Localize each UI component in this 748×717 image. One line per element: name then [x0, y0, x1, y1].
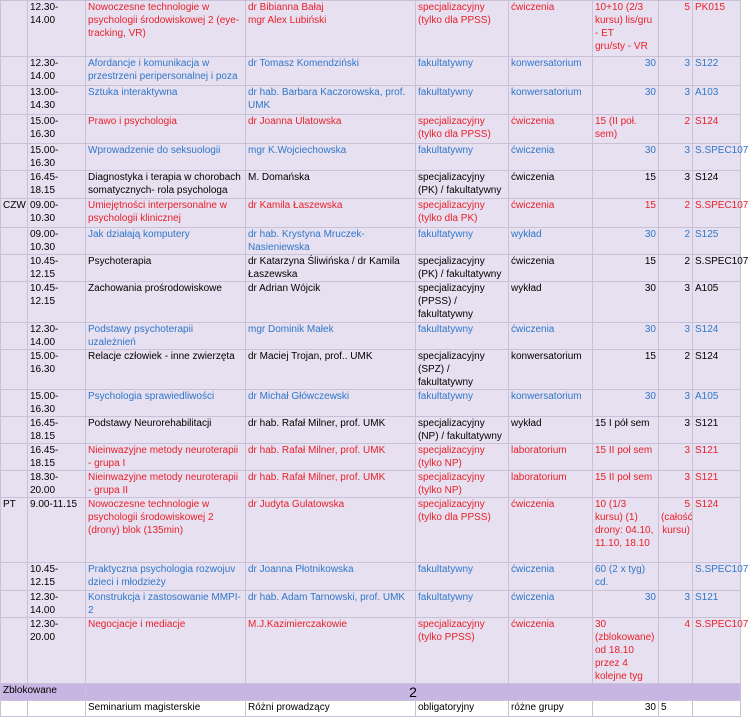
subject-cell: Psychologia sprawiedliwości	[86, 390, 246, 417]
day-cell	[1, 86, 28, 115]
hours-cell: 30	[593, 591, 659, 618]
teacher-cell: dr Bibianna Bałaj mgr Alex Lubiński	[246, 1, 416, 57]
schedule-row	[1, 144, 741, 171]
subject-cell: Nowoczesne technologie w psychologii środowiskowej 2 (drony) blok (135min)	[86, 498, 246, 563]
day-cell	[1, 350, 28, 390]
subject-cell: Podstawy Neurorehabilitacji	[86, 417, 246, 444]
ects-cell: 5	[659, 701, 693, 717]
hours-cell: 30	[593, 701, 659, 717]
subject-cell: Wprowadzenie do seksuologii	[86, 144, 246, 171]
form-cell: ćwiczenia	[509, 1, 593, 57]
hours-cell: 30 (zblokowane) od 18.10 przez 4 kolejne tyg	[593, 618, 659, 684]
schedule-row	[1, 591, 741, 618]
type-cell: specjalizacyjny (NP) / fakultatywny	[416, 417, 509, 444]
day-cell	[1, 282, 28, 323]
day-cell	[1, 563, 28, 591]
form-cell: konwersatorium	[509, 350, 593, 390]
room-cell: S124	[693, 115, 741, 144]
hours-cell: 15 II poł sem	[593, 471, 659, 498]
room-cell: S124	[693, 350, 741, 390]
time-cell: 13.00-14.30	[28, 86, 86, 115]
day-cell	[1, 390, 28, 417]
room-cell: PK015	[693, 1, 741, 57]
schedule-row	[1, 115, 741, 144]
ects-cell: 2	[659, 115, 693, 144]
day-cell	[1, 471, 28, 498]
time-cell: 16.45-18.15	[28, 417, 86, 444]
hours-cell: 10+10 (2/3 kursu) lis/gru - ET gru/sty - VR	[593, 1, 659, 57]
form-cell: laboratorium	[509, 471, 593, 498]
subject-cell: Prawo i psychologia	[86, 115, 246, 144]
day-cell	[1, 115, 28, 144]
teacher-cell: dr hab. Rafał Milner, prof. UMK	[246, 471, 416, 498]
ects-cell: 2	[659, 350, 693, 390]
ects-cell: 3	[659, 144, 693, 171]
ects-cell: 3	[659, 86, 693, 115]
day-cell	[1, 144, 28, 171]
teacher-cell: dr hab. Krystyna Mruczek-Nasieniewska	[246, 228, 416, 255]
teacher-cell: dr Katarzyna Śliwińska / dr Kamila Łaszewska	[246, 255, 416, 282]
hours-cell: 30	[593, 144, 659, 171]
ects-cell: 3	[659, 591, 693, 618]
type-cell: fakultatywny	[416, 57, 509, 86]
room-cell: S121	[693, 471, 741, 498]
day-cell	[1, 417, 28, 444]
ects-cell: 3	[659, 390, 693, 417]
time-cell: 10.45-12.15	[28, 563, 86, 591]
subject-cell: Psychoterapia	[86, 255, 246, 282]
schedule-row	[1, 618, 741, 684]
type-cell: specjalizacyjny (tylko NP)	[416, 471, 509, 498]
hours-cell: 30	[593, 282, 659, 323]
form-cell: laboratorium	[509, 444, 593, 471]
form-cell: ćwiczenia	[509, 563, 593, 591]
hours-cell: 30	[593, 323, 659, 350]
day-cell	[1, 1, 28, 57]
type-cell: specjalizacyjny (tylko dla PPSS)	[416, 1, 509, 57]
type-cell: fakultatywny	[416, 563, 509, 591]
schedule-row	[1, 86, 741, 115]
subject-cell: Sztuka interaktywna	[86, 86, 246, 115]
teacher-cell: M.J.Kazimierczakowie	[246, 618, 416, 684]
form-cell: ćwiczenia	[509, 255, 593, 282]
blocked-row	[1, 684, 741, 701]
ects-cell: 3	[659, 57, 693, 86]
teacher-cell: mgr Dominik Małek	[246, 323, 416, 350]
hours-cell: 15 (II poł. sem)	[593, 115, 659, 144]
form-cell: wykład	[509, 228, 593, 255]
time-cell	[28, 701, 86, 717]
form-cell: ćwiczenia	[509, 498, 593, 563]
type-cell: fakultatywny	[416, 86, 509, 115]
teacher-cell: dr Joanna Ulatowska	[246, 115, 416, 144]
schedule-row	[1, 199, 741, 228]
teacher-cell: dr Kamila Łaszewska	[246, 199, 416, 228]
teacher-cell: dr Adrian Wójcik	[246, 282, 416, 323]
day-cell	[1, 323, 28, 350]
day-cell: CZW	[1, 199, 28, 228]
teacher-cell: dr Michał Główczewski	[246, 390, 416, 417]
ects-cell: 3	[659, 417, 693, 444]
schedule-row	[1, 350, 741, 390]
time-cell: 16.45-18.15	[28, 444, 86, 471]
day-cell	[1, 701, 28, 717]
form-cell: wykład	[509, 282, 593, 323]
form-cell: konwersatorium	[509, 390, 593, 417]
time-cell: 12.30-14.00	[28, 323, 86, 350]
time-cell: 15.00-16.30	[28, 144, 86, 171]
schedule-row	[1, 228, 741, 255]
day-cell: PT	[1, 498, 28, 563]
day-cell	[1, 57, 28, 86]
time-cell: 09.00-10.30	[28, 228, 86, 255]
ects-cell: 3	[659, 282, 693, 323]
form-cell: konwersatorium	[509, 57, 593, 86]
type-cell: fakultatywny	[416, 390, 509, 417]
hours-cell: 15	[593, 199, 659, 228]
type-cell: specjalizacyjny (tylko dla PPSS)	[416, 115, 509, 144]
room-cell: S.SPEC107	[693, 563, 741, 591]
type-cell: specjalizacyjny (tylko PPSS)	[416, 618, 509, 684]
teacher-cell: dr Tomasz Komendziński	[246, 57, 416, 86]
hours-cell: 30	[593, 390, 659, 417]
teacher-cell: dr Judyta Gulatowska	[246, 498, 416, 563]
room-cell: S121	[693, 417, 741, 444]
subject-cell: Nieinwazyjne metody neuroterapii - grupa I	[86, 444, 246, 471]
subject-cell: Zachowania prośrodowiskowe	[86, 282, 246, 323]
ects-cell: 2	[659, 199, 693, 228]
blocked-label: Zblokowane	[1, 684, 86, 701]
hours-cell: 15	[593, 255, 659, 282]
schedule-row	[1, 323, 741, 350]
form-cell: ćwiczenia	[509, 591, 593, 618]
type-cell: specjalizacyjny (PK) / fakultatywny	[416, 255, 509, 282]
form-cell: ćwiczenia	[509, 171, 593, 199]
room-cell: S125	[693, 228, 741, 255]
subject-cell: Relacje człowiek - inne zwierzęta	[86, 350, 246, 390]
teacher-cell: Różni prowadzący	[246, 701, 416, 717]
type-cell: specjalizacyjny (SPZ) / fakultatywny	[416, 350, 509, 390]
type-cell: specjalizacyjny (tylko NP)	[416, 444, 509, 471]
schedule-row	[1, 390, 741, 417]
teacher-cell: dr hab. Rafał Milner, prof. UMK	[246, 417, 416, 444]
room-cell: S122	[693, 57, 741, 86]
room-cell: S124	[693, 323, 741, 350]
schedule-row	[1, 563, 741, 591]
ects-cell	[659, 563, 693, 591]
form-cell: ćwiczenia	[509, 618, 593, 684]
type-cell: fakultatywny	[416, 228, 509, 255]
form-cell: ćwiczenia	[509, 115, 593, 144]
room-cell: A103	[693, 86, 741, 115]
type-cell: specjalizacyjny (tylko dla PPSS)	[416, 498, 509, 563]
type-cell: fakultatywny	[416, 323, 509, 350]
type-cell: fakultatywny	[416, 144, 509, 171]
subject-cell: Konstrukcja i zastosowanie MMPI-2	[86, 591, 246, 618]
room-cell: A105	[693, 282, 741, 323]
time-cell: 12.30-20.00	[28, 618, 86, 684]
blocked-number: 2	[86, 684, 741, 701]
form-cell: różne grupy	[509, 701, 593, 717]
time-cell: 15.00-16.30	[28, 390, 86, 417]
ects-cell: 3	[659, 444, 693, 471]
room-cell: S.SPEC107	[693, 618, 741, 684]
room-cell: S124	[693, 171, 741, 199]
hours-cell: 30	[593, 57, 659, 86]
schedule-body	[1, 1, 748, 717]
type-cell: specjalizacyjny (PPSS) / fakultatywny	[416, 282, 509, 323]
time-cell: 09.00-10.30	[28, 199, 86, 228]
schedule-row	[1, 471, 741, 498]
form-cell: ćwiczenia	[509, 144, 593, 171]
room-cell: S.SPEC107	[693, 199, 741, 228]
hours-cell: 15	[593, 350, 659, 390]
teacher-cell: dr hab. Rafał Milner, prof. UMK	[246, 444, 416, 471]
subject-cell: Negocjacje i mediacje	[86, 618, 246, 684]
day-cell	[1, 618, 28, 684]
schedule-row	[1, 171, 741, 199]
time-cell: 15.00-16.30	[28, 350, 86, 390]
type-cell: fakultatywny	[416, 591, 509, 618]
seminar-row	[1, 701, 741, 717]
hours-cell: 30	[593, 228, 659, 255]
schedule-row	[1, 255, 741, 282]
time-cell: 12.30-14.00	[28, 591, 86, 618]
subject-cell: Podstawy psychoterapii uzależnień	[86, 323, 246, 350]
subject-cell: Nowoczesne technologie w psychologii środowiskowej 2 (eye-tracking, VR)	[86, 1, 246, 57]
ects-cell: 2	[659, 228, 693, 255]
type-cell: obligatoryjny	[416, 701, 509, 717]
room-cell: S121	[693, 444, 741, 471]
form-cell: ćwiczenia	[509, 323, 593, 350]
subject-cell: Seminarium magisterskie	[86, 701, 246, 717]
day-cell	[1, 255, 28, 282]
teacher-cell: dr hab. Barbara Kaczorowska, prof. UMK	[246, 86, 416, 115]
subject-cell: Afordancje i komunikacja w przestrzeni peripersonalnej i poza	[86, 57, 246, 86]
teacher-cell: mgr K.Wojciechowska	[246, 144, 416, 171]
hours-cell: 15 II poł sem	[593, 444, 659, 471]
schedule-row	[1, 417, 741, 444]
hours-cell: 15	[593, 171, 659, 199]
hours-cell: 15 I pół sem	[593, 417, 659, 444]
time-cell: 12.30-14.00	[28, 57, 86, 86]
subject-cell: Umiejętności interpersonalne w psychologii klinicznej	[86, 199, 246, 228]
subject-cell: Jak działają komputery	[86, 228, 246, 255]
subject-cell: Nieinwazyjne metody neuroterapii - grupa II	[86, 471, 246, 498]
time-cell: 18.30-20.00	[28, 471, 86, 498]
form-cell: wykład	[509, 417, 593, 444]
time-cell: 15.00-16.30	[28, 115, 86, 144]
subject-cell: Praktyczna psychologia rozwojuv dzieci i młodzieży	[86, 563, 246, 591]
ects-cell: 2	[659, 255, 693, 282]
time-cell: 16.45-18.15	[28, 171, 86, 199]
ects-cell: 3	[659, 323, 693, 350]
ects-cell: 5	[659, 1, 693, 57]
ects-cell: 3	[659, 471, 693, 498]
day-cell	[1, 444, 28, 471]
day-cell	[1, 228, 28, 255]
schedule-row	[1, 282, 741, 323]
ects-cell: 3	[659, 171, 693, 199]
schedule-row	[1, 444, 741, 471]
hours-cell: 60 (2 x tyg) cd.	[593, 563, 659, 591]
hours-cell: 30	[593, 86, 659, 115]
type-cell: specjalizacyjny (PK) / fakultatywny	[416, 171, 509, 199]
time-cell: 9.00-11.15	[28, 498, 86, 563]
teacher-cell: M. Domańska	[246, 171, 416, 199]
schedule-row	[1, 498, 741, 563]
day-cell	[1, 591, 28, 618]
time-cell: 10.45-12.15	[28, 282, 86, 323]
room-cell: S.SPEC107	[693, 255, 741, 282]
day-cell	[1, 171, 28, 199]
room-cell	[693, 701, 741, 717]
subject-cell: Diagnostyka i terapia w chorobach somatycznych- rola psychologa	[86, 171, 246, 199]
time-cell: 12.30-14.00	[28, 1, 86, 57]
ects-cell: 4	[659, 618, 693, 684]
time-cell: 10.45-12.15	[28, 255, 86, 282]
hours-cell: 10 (1/3 kursu) (1) drony: 04.10, 11.10, 18.10	[593, 498, 659, 563]
room-cell: S124	[693, 498, 741, 563]
teacher-cell: dr Maciej Trojan, prof.. UMK	[246, 350, 416, 390]
teacher-cell: dr hab. Adam Tarnowski, prof. UMK	[246, 591, 416, 618]
form-cell: konwersatorium	[509, 86, 593, 115]
room-cell: S.SPEC107	[693, 144, 741, 171]
ects-cell: 5 (całość kursu)	[659, 498, 693, 563]
schedule-row	[1, 57, 741, 86]
form-cell: ćwiczenia	[509, 199, 593, 228]
schedule-row	[1, 1, 741, 57]
teacher-cell: dr Joanna Płotnikowska	[246, 563, 416, 591]
room-cell: S121	[693, 591, 741, 618]
type-cell: specjalizacyjny (tylko dla PK)	[416, 199, 509, 228]
room-cell: A105	[693, 390, 741, 417]
